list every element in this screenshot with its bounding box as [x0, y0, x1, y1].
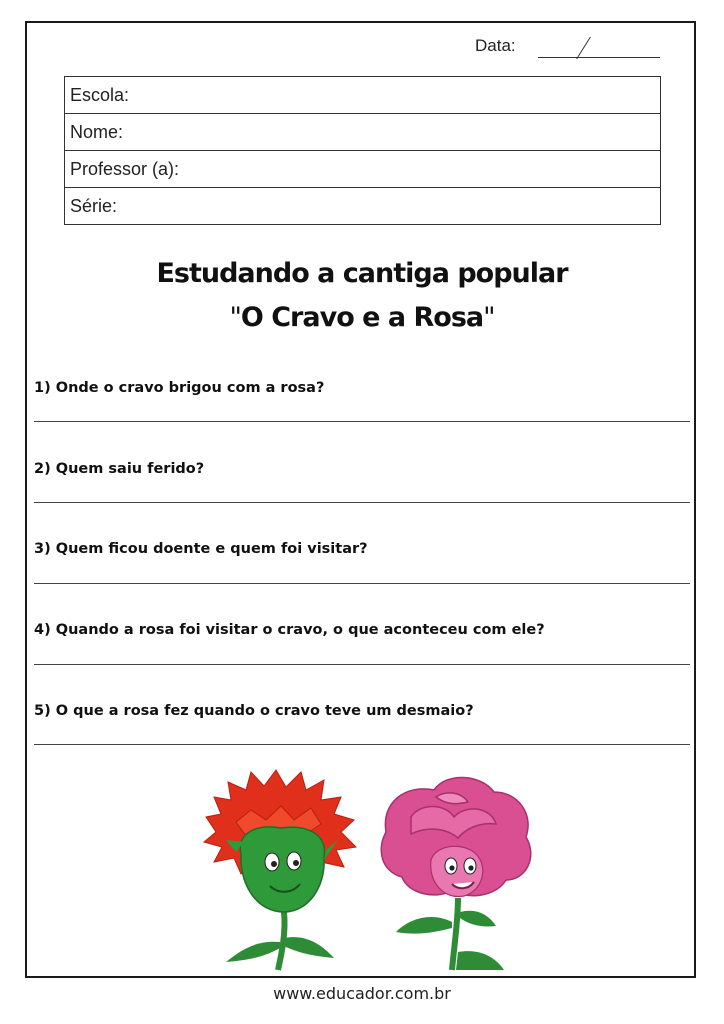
question-3: 3) Quem ficou doente e quem foi visitar?: [34, 541, 368, 557]
teacher-field[interactable]: Professor (a):: [65, 151, 661, 188]
question-1: 1) Onde o cravo brigou com a rosa?: [34, 380, 325, 396]
worksheet-subtitle: [0, 302, 724, 333]
question-5: 5) O que a rosa fez quando o cravo teve um desmaio?: [34, 703, 474, 719]
answer-line-1[interactable]: [34, 421, 690, 422]
answer-line-5[interactable]: [34, 744, 690, 745]
date-input-line[interactable]: [538, 57, 660, 58]
open-quote: ": [229, 302, 241, 333]
name-field[interactable]: Nome:: [65, 114, 661, 151]
worksheet-title: Estudando a cantiga popular: [156, 258, 568, 289]
carnation-and-rose-illustration: [196, 762, 542, 972]
school-field[interactable]: Escola:: [65, 77, 661, 114]
song-title: O Cravo e a Rosa: [240, 302, 484, 333]
grade-field[interactable]: Série:: [65, 188, 661, 225]
answer-line-2[interactable]: [34, 502, 690, 503]
rose-character: [381, 777, 531, 970]
carnation-character: [204, 770, 356, 970]
close-quote: ": [483, 302, 495, 333]
answer-line-3[interactable]: [34, 583, 690, 584]
website-footer: www.educador.com.br: [273, 984, 451, 1003]
answer-line-4[interactable]: [34, 664, 690, 665]
question-2: 2) Quem saiu ferido?: [34, 461, 205, 477]
question-4: 4) Quando a rosa foi visitar o cravo, o que aconteceu com ele?: [34, 622, 545, 638]
student-info-table: [64, 76, 661, 225]
date-label: Data:: [475, 36, 516, 55]
